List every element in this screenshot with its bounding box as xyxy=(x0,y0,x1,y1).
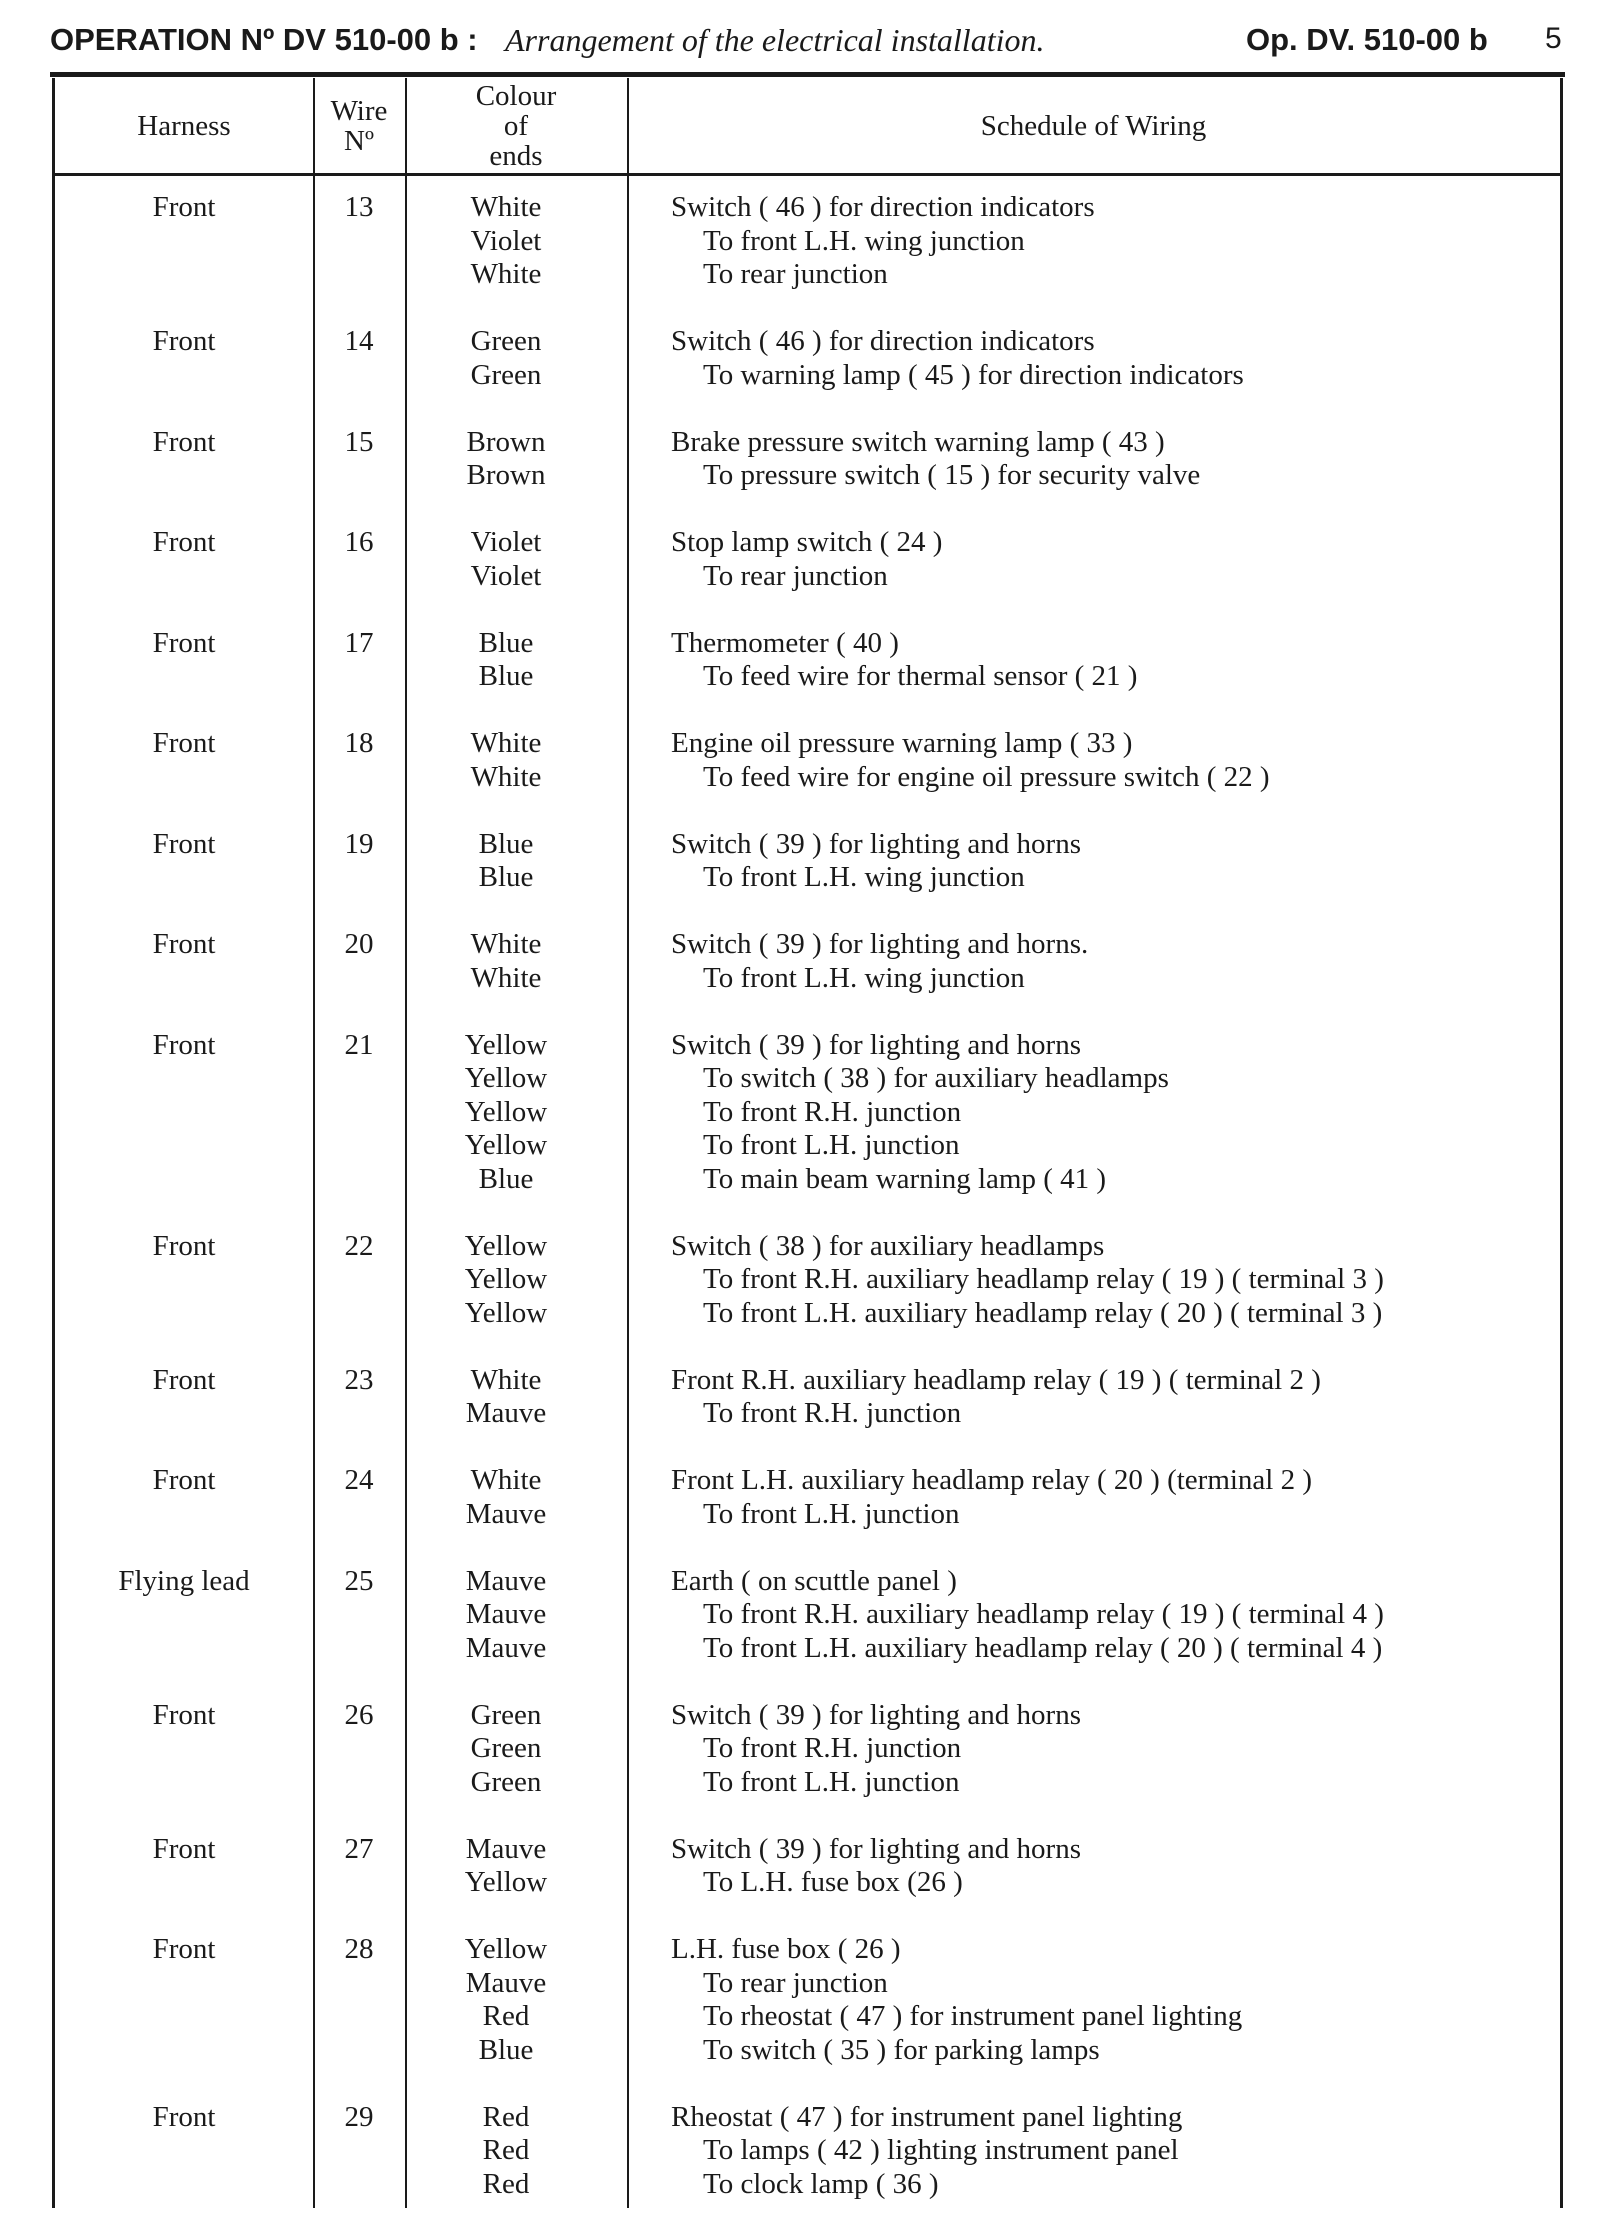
harness-cell: Front xyxy=(152,425,216,458)
wire-colour: Red xyxy=(482,2167,530,2200)
wire-colour: White xyxy=(470,760,542,793)
wiring-origin: Stop lamp switch ( 24 ) xyxy=(671,526,943,558)
colour-of-ends-cell xyxy=(405,1933,607,2067)
schedule-of-wiring-cell xyxy=(671,1464,1312,1531)
table-row xyxy=(55,1230,1560,1364)
wiring-origin: Switch ( 39 ) for lighting and horns xyxy=(671,1028,1081,1061)
wiring-destination: To feed wire for engine oil pressure switch ( 22 ) xyxy=(703,760,1270,793)
wiring-destination: To switch ( 35 ) for parking lamps xyxy=(703,2033,1100,2066)
wiring-destination: To switch ( 38 ) for auxiliary headlamps xyxy=(703,1062,1169,1094)
wire-number-cell: 21 xyxy=(344,1028,374,1061)
schedule-of-wiring-cell xyxy=(671,1364,1321,1431)
table-row xyxy=(55,526,1560,627)
colour-of-ends-cell xyxy=(405,1364,607,1431)
schedule-of-wiring-cell xyxy=(671,828,1081,895)
wire-colour: Blue xyxy=(478,626,534,659)
wire-colour: Yellow xyxy=(464,1129,548,1161)
harness-cell: Front xyxy=(152,1698,216,1731)
harness-cell: Front xyxy=(152,1363,216,1396)
wire-number-cell: 19 xyxy=(344,827,374,860)
operation-code: Op. DV. 510-00 b xyxy=(1246,22,1488,57)
wire-colour: Green xyxy=(470,325,542,357)
wire-colour: Mauve xyxy=(465,1397,547,1429)
table-row xyxy=(55,1565,1560,1699)
wiring-origin: Switch ( 39 ) for lighting and horns. xyxy=(671,928,1089,960)
wiring-origin: Switch ( 46 ) for direction indicators xyxy=(671,191,1095,223)
table-row xyxy=(55,1029,1560,1230)
table-row xyxy=(55,1464,1560,1565)
column-header-schedule-of-wiring: Schedule of Wiring xyxy=(980,109,1207,142)
colour-of-ends-cell xyxy=(405,526,607,593)
colour-of-ends-cell xyxy=(405,325,607,392)
colour-of-ends-cell xyxy=(405,426,607,493)
schedule-of-wiring-cell xyxy=(671,627,1137,694)
wiring-destination: To front L.H. junction xyxy=(703,1765,960,1798)
wire-number-cell: 18 xyxy=(344,727,374,759)
column-header-wire-number: Wire Nº xyxy=(330,94,388,157)
schedule-of-wiring-cell xyxy=(671,526,942,593)
wire-number-cell: 24 xyxy=(344,1464,374,1496)
wiring-destination: To front L.H. junction xyxy=(703,1129,960,1161)
header-rule xyxy=(50,72,1565,77)
colour-of-ends-cell xyxy=(405,191,607,292)
wire-colour: Yellow xyxy=(464,1028,548,1061)
wire-colour: White xyxy=(470,928,542,960)
wire-colour: Blue xyxy=(478,2033,534,2066)
wiring-destination: To front R.H. auxiliary headlamp relay ( 19 ) ( terminal 3 ) xyxy=(703,1263,1384,1295)
wire-colour: Yellow xyxy=(464,1933,548,1965)
wire-colour: Mauve xyxy=(465,1631,547,1664)
wiring-destination: To main beam warning lamp ( 41 ) xyxy=(703,1162,1107,1195)
column-header-harness: Harness xyxy=(137,109,231,142)
schedule-of-wiring-cell xyxy=(671,1933,1242,2067)
colour-of-ends-cell xyxy=(405,828,607,895)
wire-colour: Yellow xyxy=(464,1095,548,1128)
wire-colour: Yellow xyxy=(464,1263,548,1295)
wire-colour: White xyxy=(470,1464,542,1496)
header-divider xyxy=(55,173,1560,176)
wiring-destination: To front L.H. wing junction xyxy=(703,861,1025,893)
wire-colour: White xyxy=(470,961,542,994)
wiring-origin: Switch ( 39 ) for lighting and horns xyxy=(671,1832,1081,1865)
harness-cell: Front xyxy=(152,1464,216,1496)
wiring-table xyxy=(52,78,1563,2208)
table-row xyxy=(55,1699,1560,1833)
harness-cell: Front xyxy=(152,827,216,860)
schedule-of-wiring-cell xyxy=(671,1565,1384,1666)
wire-colour: Violet xyxy=(470,559,542,592)
schedule-of-wiring-cell xyxy=(671,325,1244,392)
wire-number-cell: 20 xyxy=(344,928,374,960)
wiring-destination: To pressure switch ( 15 ) for security valve xyxy=(703,459,1201,491)
wire-colour: Brown xyxy=(466,425,546,458)
wiring-destination: To warning lamp ( 45 ) for direction indicators xyxy=(703,358,1244,391)
harness-cell: Front xyxy=(152,626,216,659)
wiring-origin: Brake pressure switch warning lamp ( 43 ) xyxy=(671,425,1165,458)
wire-number-cell: 26 xyxy=(344,1698,374,1731)
schedule-of-wiring-cell xyxy=(671,1699,1081,1800)
wiring-origin: Switch ( 39 ) for lighting and horns xyxy=(671,1698,1081,1731)
wiring-destination: To rear junction xyxy=(703,559,888,592)
wire-number-cell: 13 xyxy=(344,191,374,223)
wiring-destination: To feed wire for thermal sensor ( 21 ) xyxy=(703,660,1138,692)
wire-colour: White xyxy=(470,1363,542,1396)
wire-colour: Mauve xyxy=(465,1497,547,1530)
wiring-origin: Switch ( 39 ) for lighting and horns xyxy=(671,827,1081,860)
harness-cell: Front xyxy=(152,1229,216,1262)
wire-colour: Blue xyxy=(478,861,534,893)
wiring-origin: Thermometer ( 40 ) xyxy=(671,626,899,659)
harness-cell: Flying lead xyxy=(118,1564,250,1597)
wire-number-cell: 14 xyxy=(344,325,374,357)
table-row xyxy=(55,325,1560,426)
wiring-destination: To front L.H. wing junction xyxy=(703,224,1025,257)
wire-colour: White xyxy=(470,258,542,290)
schedule-of-wiring-cell xyxy=(671,1230,1384,1331)
colour-of-ends-cell xyxy=(405,1029,607,1197)
schedule-of-wiring-cell xyxy=(671,1833,1081,1900)
wire-number-cell: 15 xyxy=(344,425,374,458)
table-row xyxy=(55,627,1560,728)
table-row xyxy=(55,1364,1560,1465)
wiring-destination: To rheostat ( 47 ) for instrument panel lighting xyxy=(703,2000,1243,2032)
wire-number-cell: 22 xyxy=(344,1229,374,1262)
wire-colour: Green xyxy=(470,1732,542,1764)
wire-colour: Brown xyxy=(466,459,546,491)
wiring-destination: To rear junction xyxy=(703,1966,888,1999)
colour-of-ends-cell xyxy=(405,2101,607,2202)
wire-colour: Yellow xyxy=(464,1062,548,1094)
harness-cell: Front xyxy=(152,1933,216,1965)
wire-colour: Blue xyxy=(478,660,534,692)
wiring-destination: To front L.H. auxiliary headlamp relay ( 20 ) ( terminal 4 ) xyxy=(703,1631,1383,1664)
wire-colour: Blue xyxy=(478,827,534,860)
wire-colour: Yellow xyxy=(464,1866,548,1898)
wire-colour: Yellow xyxy=(464,1296,548,1329)
table-body xyxy=(55,191,1560,2235)
wiring-destination: To rear junction xyxy=(703,258,888,290)
wire-colour: White xyxy=(470,191,542,223)
colour-of-ends-cell xyxy=(405,928,607,995)
colour-of-ends-cell xyxy=(405,1565,607,1666)
wiring-destination: To front L.H. junction xyxy=(703,1497,960,1530)
colour-of-ends-cell xyxy=(405,1699,607,1800)
schedule-of-wiring-cell xyxy=(671,727,1270,794)
wiring-origin: Rheostat ( 47 ) for instrument panel lighting xyxy=(671,2100,1183,2133)
wiring-destination: To front R.H. junction xyxy=(703,1732,962,1764)
schedule-of-wiring-cell xyxy=(671,2101,1182,2202)
harness-cell: Front xyxy=(152,928,216,960)
column-header-colour-of-ends: Colour of ends xyxy=(475,79,557,172)
harness-cell: Front xyxy=(152,1028,216,1061)
table-row xyxy=(55,1833,1560,1934)
wire-colour: White xyxy=(470,727,542,759)
harness-cell: Front xyxy=(152,1832,216,1865)
wire-colour: Violet xyxy=(470,526,542,558)
wiring-origin: Earth ( on scuttle panel ) xyxy=(671,1564,957,1597)
wire-number-cell: 17 xyxy=(344,626,374,659)
schedule-of-wiring-cell xyxy=(671,1029,1169,1197)
wire-colour: Yellow xyxy=(464,1229,548,1262)
colour-of-ends-cell xyxy=(405,1230,607,1331)
colour-of-ends-cell xyxy=(405,1833,607,1900)
document-title: Arrangement of the electrical installation. xyxy=(505,22,1045,58)
wiring-destination: To front R.H. junction xyxy=(703,1397,962,1429)
table-row xyxy=(55,727,1560,828)
harness-cell: Front xyxy=(152,526,216,558)
wiring-destination: To front L.H. wing junction xyxy=(703,961,1025,994)
wire-number-cell: 27 xyxy=(344,1832,374,1865)
wiring-destination: To front R.H. auxiliary headlamp relay ( 19 ) ( terminal 4 ) xyxy=(703,1598,1384,1630)
wire-number-cell: 25 xyxy=(344,1564,374,1597)
page-header xyxy=(0,0,1611,70)
wire-number-cell: 23 xyxy=(344,1363,374,1396)
wire-colour: Red xyxy=(482,2100,530,2133)
table-row xyxy=(55,1933,1560,2101)
wire-colour: Mauve xyxy=(465,1966,547,1999)
wiring-origin: Switch ( 38 ) for auxiliary headlamps xyxy=(671,1229,1105,1262)
harness-cell: Front xyxy=(152,191,216,223)
table-row xyxy=(55,2101,1560,2235)
page-number: 5 xyxy=(1545,22,1562,55)
wire-colour: Green xyxy=(470,1698,542,1731)
wiring-origin: Switch ( 46 ) for direction indicators xyxy=(671,325,1095,357)
colour-of-ends-cell xyxy=(405,1464,607,1531)
wiring-origin: L.H. fuse box ( 26 ) xyxy=(671,1933,901,1965)
schedule-of-wiring-cell xyxy=(671,426,1200,493)
table-row xyxy=(55,191,1560,325)
table-row xyxy=(55,928,1560,1029)
wire-number-cell: 16 xyxy=(344,526,374,558)
wire-colour: Mauve xyxy=(465,1832,547,1865)
operation-number: OPERATION Nº DV 510-00 b : xyxy=(50,22,478,57)
wiring-destination: To front R.H. junction xyxy=(703,1095,962,1128)
wiring-destination: To clock lamp ( 36 ) xyxy=(703,2167,939,2200)
wire-colour: Blue xyxy=(478,1162,534,1195)
wiring-destination: To L.H. fuse box (26 ) xyxy=(703,1866,963,1898)
wire-colour: Red xyxy=(482,2134,530,2166)
colour-of-ends-cell xyxy=(405,727,607,794)
wiring-origin: Front R.H. auxiliary headlamp relay ( 19 ) ( terminal 2 ) xyxy=(671,1363,1321,1396)
colour-of-ends-cell xyxy=(405,627,607,694)
wire-colour: Green xyxy=(470,358,542,391)
wiring-origin: Front L.H. auxiliary headlamp relay ( 20 ) (terminal 2 ) xyxy=(671,1464,1313,1496)
schedule-of-wiring-cell xyxy=(671,928,1088,995)
wire-colour: Mauve xyxy=(465,1564,547,1597)
table-row xyxy=(55,426,1560,527)
wire-colour: Green xyxy=(470,1765,542,1798)
table-row xyxy=(55,828,1560,929)
wire-colour: Violet xyxy=(470,224,542,257)
wiring-origin: Engine oil pressure warning lamp ( 33 ) xyxy=(671,727,1133,759)
schedule-of-wiring-cell xyxy=(671,191,1095,292)
wire-colour: Mauve xyxy=(465,1598,547,1630)
wire-number-cell: 29 xyxy=(344,2100,374,2133)
harness-cell: Front xyxy=(152,727,216,759)
wire-number-cell: 28 xyxy=(344,1933,374,1965)
wiring-destination: To lamps ( 42 ) lighting instrument panel xyxy=(703,2134,1179,2166)
wire-colour: Red xyxy=(482,2000,530,2032)
wiring-destination: To front L.H. auxiliary headlamp relay ( 20 ) ( terminal 3 ) xyxy=(703,1296,1383,1329)
harness-cell: Front xyxy=(152,2100,216,2133)
harness-cell: Front xyxy=(152,325,216,357)
